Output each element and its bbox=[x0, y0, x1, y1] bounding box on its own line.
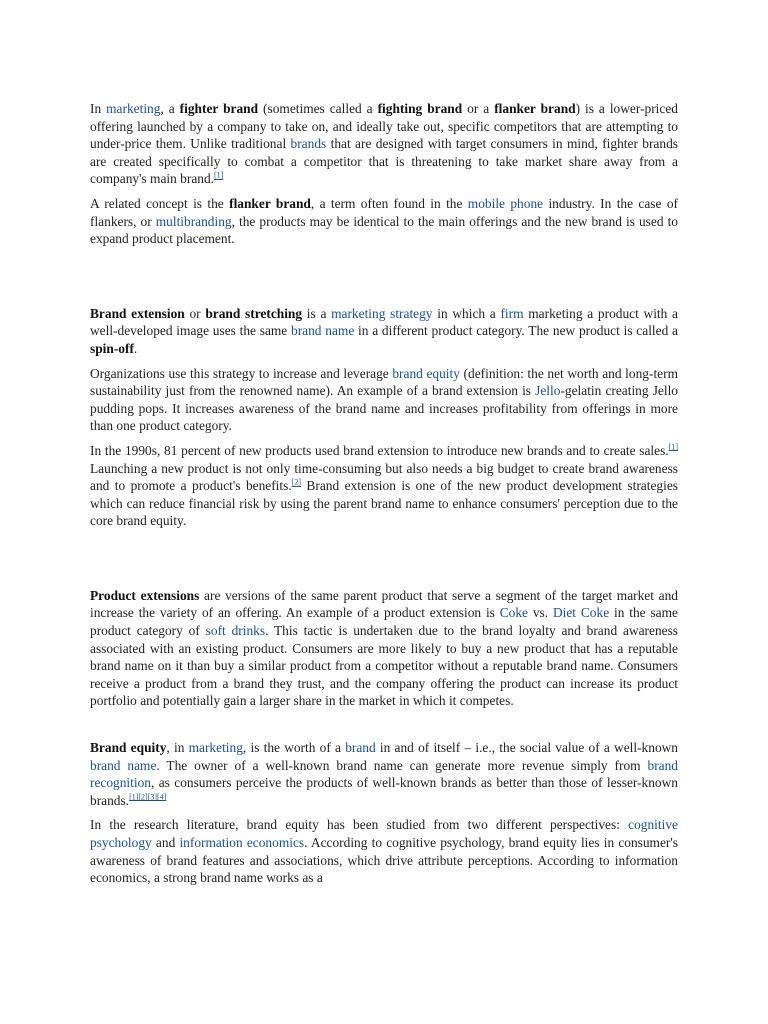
text: , a term often found in the bbox=[310, 195, 468, 211]
text: marketing a product with a well-developed image uses the same bbox=[90, 305, 679, 339]
link-brand-recognition[interactable]: brand recognition bbox=[90, 757, 678, 791]
text: Brand extension is one of the new product development strategies which can reduce financial risk by using the parent brand name to enhance consumers' perception due to the core brand equity. bbox=[90, 478, 678, 529]
paragraph-product-extensions bbox=[90, 587, 678, 710]
citation-link[interactable]: [1][2][3][4] bbox=[129, 792, 167, 802]
text: In the 1990s, 81 percent of new products used brand extension to introduce new brands and to create sales. bbox=[90, 442, 669, 458]
text: industry. In the case of flankers, or bbox=[90, 195, 678, 229]
text: or a bbox=[462, 101, 495, 116]
citation-link[interactable]: [2] bbox=[291, 477, 302, 487]
text: that are designed with target consumers in mind, fighter brands are created specifically to combat a competitor that is threatening to take market share away from a company's main brand. bbox=[90, 136, 678, 187]
term-brand-extension: Brand extension bbox=[90, 305, 185, 321]
citation bbox=[129, 792, 166, 801]
text: , a bbox=[160, 101, 180, 116]
text: A related concept is the bbox=[90, 195, 230, 211]
text: Organizations use this strategy to increase and leverage bbox=[90, 365, 393, 381]
paragraph-fighter-brand bbox=[90, 100, 678, 188]
text: or bbox=[184, 305, 206, 321]
text: in the same product category of bbox=[90, 605, 678, 639]
citation bbox=[292, 478, 301, 487]
term-brand-stretching: brand stretching bbox=[205, 305, 303, 321]
text: In bbox=[90, 101, 107, 116]
text: , is the worth of a bbox=[242, 740, 346, 756]
text: . According to cognitive psychology, brand equity lies in consumer's awareness of brand features and associations, which drive attribute perceptions. According to information economics, a strong brand name works as a bbox=[90, 835, 678, 886]
text: and bbox=[151, 835, 180, 850]
link-diet-coke[interactable]: Diet Coke bbox=[552, 605, 610, 621]
text: Launching a new product is not only time-consuming but also needs a big budget to create brand awareness and to promote a product's benefits. bbox=[90, 460, 678, 494]
paragraph-organizations bbox=[90, 365, 678, 435]
text: ) is a lower-priced offering launched by a company to take on, and ideally take out, specific competitors that are attempting to under-price them. Unlike traditional bbox=[90, 101, 678, 152]
citation-link[interactable]: [1] bbox=[668, 442, 678, 452]
link-mobile-phone[interactable]: mobile phone bbox=[467, 195, 544, 211]
paragraph-1990s bbox=[90, 442, 678, 530]
text: . This tactic is undertaken due to the brand loyalty and brand awareness associated with an existing product. Consumers are more likely to buy a new product that has a reputable brand name on it than buy a similar product from a competitor without a reputable brand name. Consumers receive a product from a brand they trust, and the company offering the product can increase its product portfolio and potentially gain a larger share in the market in which it competes. bbox=[90, 623, 678, 709]
text: is a bbox=[302, 305, 332, 321]
text: . The owner of a well-known brand name can generate more revenue simply from bbox=[156, 757, 648, 773]
text: In the research literature, brand equity has been studied from two different perspectives: bbox=[90, 817, 629, 833]
text: are versions of the same parent product that serve a segment of the target market and increase the variety of an offering. An example of a product extension is bbox=[90, 587, 678, 621]
link-marketing-strategy[interactable]: marketing strategy bbox=[331, 305, 433, 321]
paragraph-flanker-brand bbox=[90, 195, 678, 248]
link-brand[interactable]: brand bbox=[345, 740, 376, 756]
text: in a different product category. The new product is called a bbox=[354, 323, 678, 339]
text: in which a bbox=[432, 305, 501, 321]
text: , the products may be identical to the main offerings and the new brand is used to expand product placement. bbox=[90, 213, 678, 247]
term-spin-off: spin-off bbox=[90, 340, 134, 356]
term-flanker-brand: flanker brand bbox=[229, 195, 311, 211]
link-brands[interactable]: brands bbox=[290, 136, 327, 152]
text: (sometimes called a bbox=[258, 101, 378, 116]
text: in and of itself – i.e., the social value of a well-known bbox=[375, 740, 679, 756]
text: . bbox=[133, 340, 138, 356]
link-coke[interactable]: Coke bbox=[499, 605, 528, 621]
link-brand-name[interactable]: brand name bbox=[90, 757, 157, 773]
section-gap bbox=[90, 717, 678, 739]
text: -gelatin creating Jello pudding pops. It increases awareness of the brand name and increases profitability from offerings in more than one product category. bbox=[90, 383, 678, 434]
paragraph-research-literature bbox=[90, 816, 678, 886]
term-product-extensions: Product extensions bbox=[90, 587, 200, 603]
text: (definition: the net worth and long-term sustainability just from the renowned name). An example of a brand extension is bbox=[90, 365, 678, 399]
link-marketing[interactable]: marketing bbox=[106, 101, 161, 116]
link-information-economics[interactable]: information economics bbox=[179, 835, 305, 850]
link-firm[interactable]: firm bbox=[500, 305, 524, 321]
link-brand-equity[interactable]: brand equity bbox=[392, 365, 460, 381]
term-fighting-brand: fighting brand bbox=[377, 101, 463, 116]
paragraph-brand-equity bbox=[90, 739, 678, 809]
text: , as consumers perceive the products of well-known brands as better than those of lesser-known brands. bbox=[90, 775, 678, 808]
term-flanker-brand: flanker brand bbox=[494, 101, 576, 116]
term-brand-equity: Brand equity bbox=[90, 740, 167, 756]
term-fighter-brand: fighter brand bbox=[179, 101, 259, 116]
article-body bbox=[90, 100, 678, 894]
link-soft-drinks[interactable]: soft drinks bbox=[205, 623, 266, 639]
link-multibranding[interactable]: multibranding bbox=[155, 213, 232, 229]
link-marketing[interactable]: marketing bbox=[188, 740, 243, 756]
text: vs. bbox=[528, 605, 553, 621]
citation bbox=[669, 442, 678, 451]
paragraph-brand-extension bbox=[90, 305, 678, 358]
section-gap bbox=[90, 537, 678, 587]
link-cognitive-psychology[interactable]: cognitive psychology bbox=[90, 817, 678, 850]
link-jello[interactable]: Jello bbox=[535, 383, 561, 399]
citation-link[interactable]: [1] bbox=[214, 170, 224, 180]
citation bbox=[214, 171, 223, 180]
section-gap bbox=[90, 255, 678, 305]
text: , in bbox=[166, 740, 189, 756]
link-brand-name[interactable]: brand name bbox=[291, 323, 355, 339]
